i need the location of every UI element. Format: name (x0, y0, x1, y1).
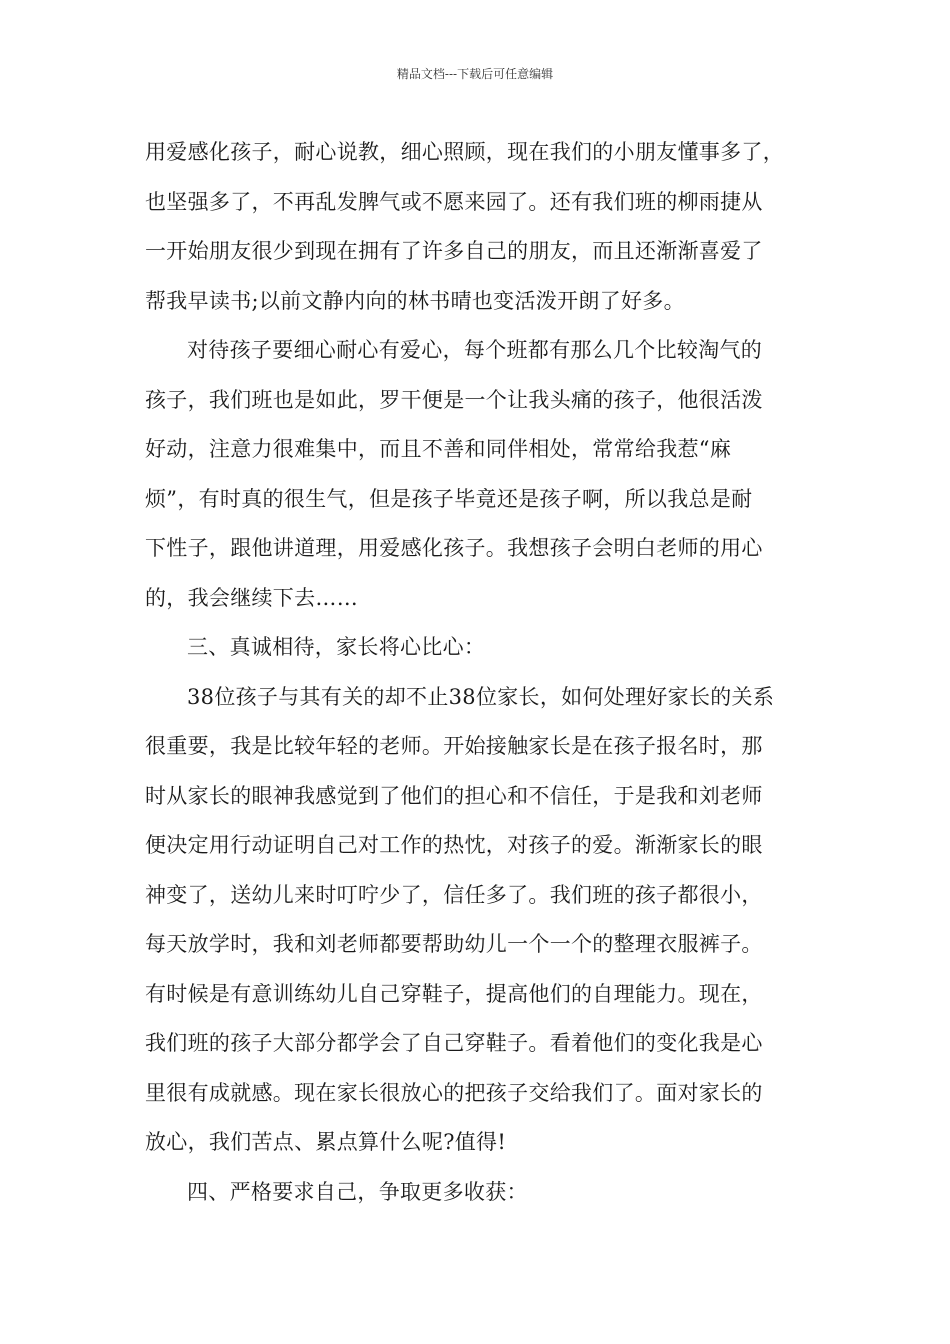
text-line: 帮我早读书;以前文静内向的林书晴也变活泼开朗了好多。 (145, 288, 685, 313)
text-line: 好动，注意力很难集中，而且不善和同伴相处，常常给我惹“麻 (145, 437, 732, 461)
text-line: 每天放学时，我和刘老师都要帮助幼儿一个一个的整理衣服裤子。 (145, 932, 763, 956)
document-body (145, 128, 810, 1217)
text-line: 下性子，跟他讲道理，用爱感化孩子。我想孩子会明白老师的用心 (145, 536, 763, 560)
section-heading: 三、真诚相待，家长将心比心： (187, 635, 486, 659)
text-line: 里很有成就感。现在家长很放心的把孩子交给我们了。面对家长的 (145, 1080, 763, 1105)
page-header: 精品文档---下载后可任意编辑 (396, 67, 554, 81)
text-line: 时从家长的眼神我感觉到了他们的担心和不信任，于是我和刘老师 (145, 783, 763, 808)
text-line: 便决定用行动证明自己对工作的热忱，对孩子的爱。渐渐家长的眼 (145, 833, 763, 857)
text-line: 烦”，有时真的很生气，但是孩子毕竟还是孩子啊，所以我总是耐 (145, 486, 753, 511)
text-line: 的，我会继续下去…… (145, 585, 358, 610)
text-line: 我们班的孩子大部分都学会了自己穿鞋子。看着他们的变化我是心 (145, 1031, 763, 1055)
text-line: 神变了，送幼儿来时叮咛少了，信任多了。我们班的孩子都很小， (145, 882, 763, 907)
text-line: 一开始朋友很少到现在拥有了许多自己的朋友，而且还渐渐喜爱了 (145, 239, 763, 263)
paragraph-start-line: 对待孩子要细心耐心有爱心，每个班都有那么几个比较淘气的 (187, 338, 763, 362)
text-line: 孩子，我们班也是如此，罗干便是一个让我头痛的孩子，他很活泼 (145, 387, 763, 412)
paragraph-start-line: 38位孩子与其有关的却不止38位家长，如何处理好家长的关系 (187, 684, 775, 709)
text-line: 也坚强多了，不再乱发脾气或不愿来园了。还有我们班的柳雨捷从 (145, 189, 763, 214)
text-line: 很重要，我是比较年轻的老师。开始接触家长是在孩子报名时，那 (145, 734, 763, 758)
text-line: 用爱感化孩子，耐心说教，细心照顾，现在我们的小朋友懂事多了， (145, 140, 784, 164)
text-line: 放心，我们苦点、累点算什么呢?值得! (145, 1130, 507, 1154)
text-line: 有时候是有意训练幼儿自己穿鞋子，提高他们的自理能力。现在， (145, 981, 763, 1006)
section-heading: 四、严格要求自己，争取更多收获： (187, 1179, 528, 1204)
